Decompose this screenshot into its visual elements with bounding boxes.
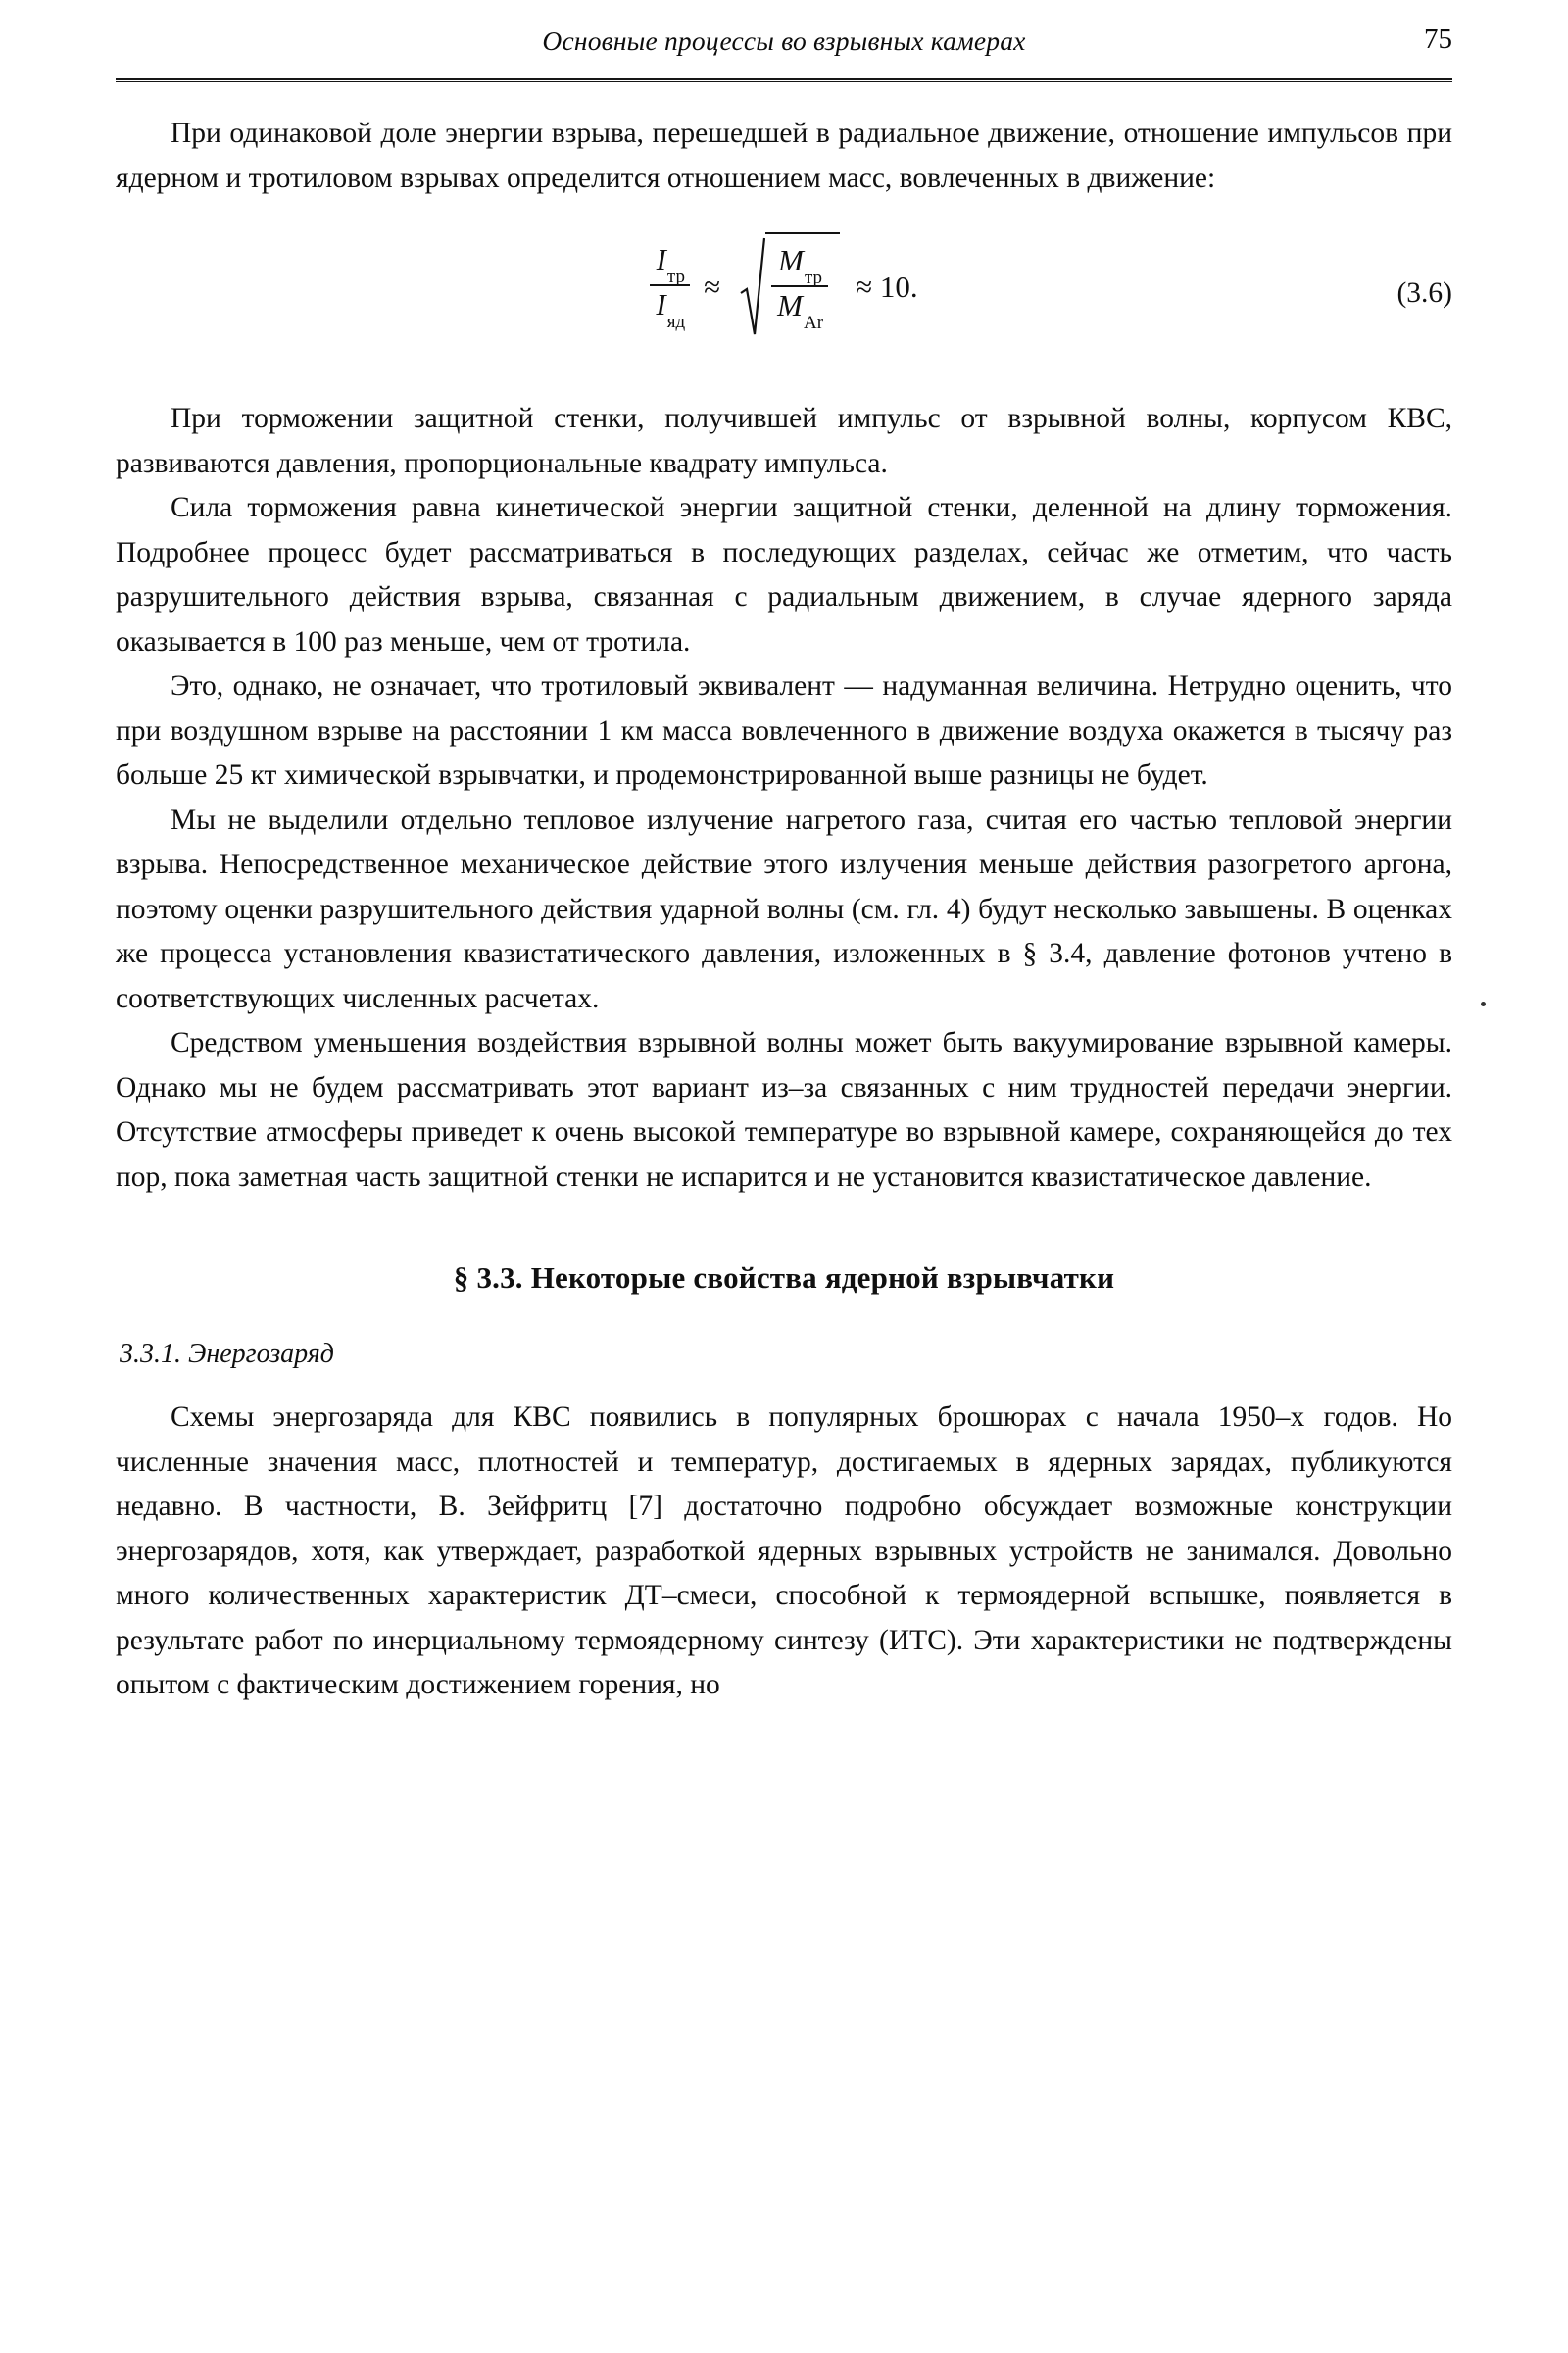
paragraph-2: При торможении защитной стенки, получившей импульс от взрывной волны, корпусом КВС, развиваются давления, пропорциональные квадрату импульса.	[116, 403, 1452, 479]
radicand	[765, 232, 840, 338]
mass-numerator: $M_{тр}$	[778, 243, 823, 289]
page-speck	[1481, 1002, 1486, 1006]
paragraph-3: Сила торможения равна кинетической энергии защитной стенки, деленной на длину торможения. Подробнее процесс будет рассматриваться в последующих разделах, сейчас же отметим, что часть разрушительного действия взрыва, связанная с радиальным движением, в случае ядерного заряда оказывается в 100 раз меньше, чем от тротила.	[116, 492, 1452, 658]
fraction-denominator: $I_{яд}$	[656, 287, 686, 333]
paragraph-1: При одинаковой доле энергии взрыва, перешедшей в радиальное движение, отношение импульсов при ядерном и тротиловом взрывах определится отношением масс, вовлеченных в движение:	[116, 118, 1452, 194]
formula-expression	[116, 232, 1452, 338]
equation-number: (3.6)	[1396, 277, 1452, 309]
radical-sign-icon	[740, 232, 765, 338]
impulse-ratio-fraction	[650, 241, 690, 333]
page-number: 75	[1424, 24, 1452, 55]
fraction-numerator: $I_{тр}$	[656, 241, 685, 288]
paragraph-5: Мы не выделили отдельно тепловое излучение нагретого газа, считая его частью тепловой энергии взрыва. Непосредственное механическое действие этого излучения меньше действия разогретого аргона, поэтому оценки разрушительного действия ударной волны (см. гл. 4) будут несколько завышены. В оценках же процесса установления квазистатического давления, изложенных в § 3.4, давление фотонов учтено в соответствующих численных расчетах.	[116, 804, 1452, 1014]
square-root	[740, 232, 840, 338]
mass-denominator: $M_{Ar}$	[777, 288, 824, 334]
paragraph-7: Схемы энергозаряда для КВС появились в популярных брошюрах с начала 1950–х годов. Но численные значения масс, плотностей и температур, достигаемых в ядерных зарядах, публикуются недавно. В частности, В. Зейфритц [7] достаточно подробно обсуждает возможные конструкции энергозарядов, хотя, как утверждает, разработкой ядерных взрывных устройств не занимался. Довольно много количественных характеристик ДТ–смеси, способной к термоядерной вспышке, появляется в результате работ по инерциальному термоядерному синтезу (ИТС). Эти характеристики не подтверждены опытом с фактическим достижением горения, но	[116, 1401, 1452, 1700]
running-head	[116, 0, 1452, 71]
paragraph-4: Это, однако, не означает, что тротиловый эквивалент — надуманная величина. Нетрудно оценить, что при воздушном взрыве на расстоянии 1 км масса вовлеченного в движение воздуха окажется в тысячу раз больше 25 кт химической взрывчатки, и продемонстрированной выше разницы не будет.	[116, 670, 1452, 791]
paragraph-6: Средством уменьшения воздействия взрывной волны может быть вакуумирование взрывной камеры. Однако мы не будем рассматривать этот вариант из–за связанных с ним трудностей передачи энергии. Отсутствие атмосферы приведет к очень высокой температуре во взрывной камере, сохраняющейся до тех пор, пока заметная часть защитной стенки не испарится и не установится квазистатическое давление.	[116, 1027, 1452, 1193]
section-heading: § 3.3. Некоторые свойства ядерной взрывчатки	[453, 1260, 1115, 1295]
subsection-heading: 3.3.1. Энергозаряд	[120, 1339, 334, 1369]
body-content	[116, 82, 1452, 1708]
spacer	[116, 1370, 1452, 1396]
mass-ratio-fraction	[771, 242, 828, 334]
running-title: Основные процессы во взрывных камерах	[542, 25, 1026, 56]
approx-sign-1: ≈	[704, 270, 721, 304]
formula-3-6	[116, 226, 1452, 373]
formula-tail: ≈ 10.	[856, 270, 918, 304]
